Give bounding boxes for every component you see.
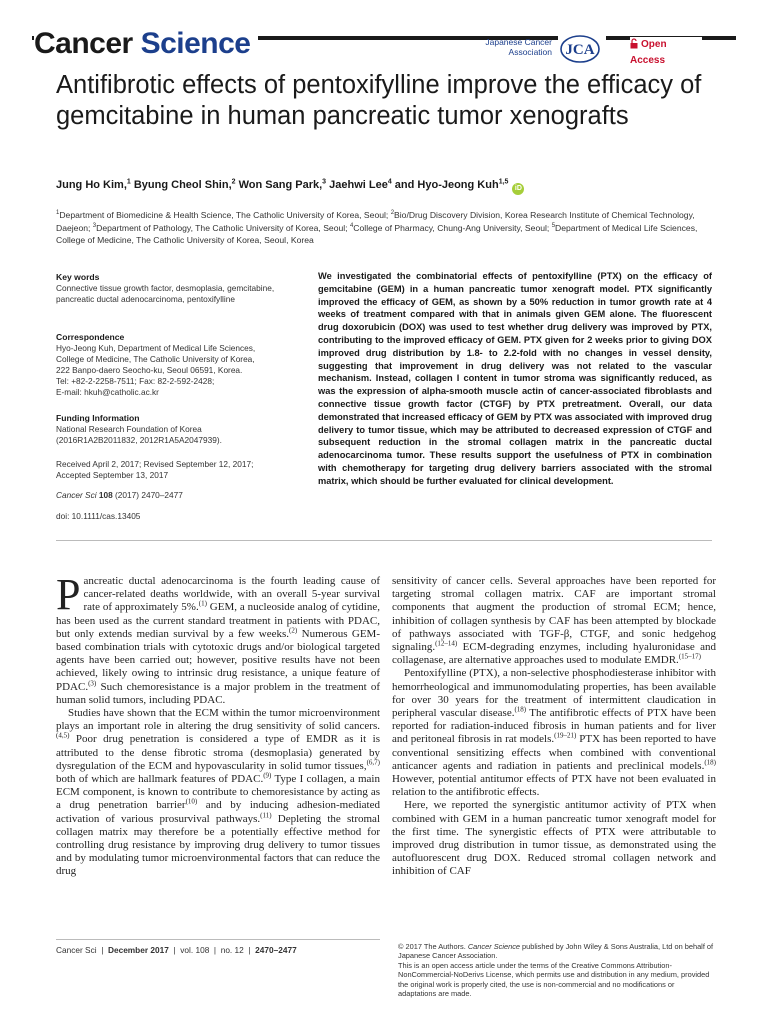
citation-ref[interactable]: (6,7) [366, 758, 380, 767]
open-lock-icon [630, 38, 638, 49]
license-statement[interactable]: This is an open access article under the terms of the Creative Commons Attribution-NonCommercial-NoDerivs License, which permits use and distribution in any medium, provided the original work is properly cited, the use is non-commercial and no modifications or adaptations are made. [398, 960, 710, 999]
citation: Cancer Sci 108 (2017) 2470–2477 [56, 490, 183, 500]
paragraph: Pancreatic ductal adenocarcinoma is the fourth leading cause of cancer-related deaths worldwide, with an overall 5-year survival rate of approximately 5%.$^{(1)}$ GEM, a nucleoside analog of cytidine, has been used as the current standard treatment in patients with PDAC, but only extends median survival by a few weeks.$^{(2)}$ Numerous GEM-based combination trials with cytotoxic drugs and/or biological targeted agents have been carried out; however, positive results have not been achieved, likely owing to intrinsic drug resistance, a unique feature of PDAC.$^{(3)}$ Such chemoresistance is a major problem in the treatment of human solid tumors, including PDAC. [56, 570, 381, 706]
body-column-left [56, 570, 381, 879]
citation-ref[interactable]: (18) [514, 705, 527, 714]
paragraph: Studies have shown that the ECM within the tumor microenvironment plays an important role in altering the drug sensitivity of solid cancers.$^{(4,5)}$ Poor drug penetration is considered a type of EMDR as it is attributed to the dense fibrotic stroma (desmoplasia) generated by dysregulation of the ECM and hypovascularity in solid tumor tissues,$^{(6,7)}$ both of which are hallmark features of PDAC.$^{(9)}$ Type I collagen, a main ECM component, is known to contribute to chemoresistance by acting as a drug penetration barrier$^{(10)}$ and by inducing adhesion-mediated activation of various prosurvival pathways.$^{(11)}$ Depleting the stromal collagen matrix may therefore be a potentially effective method for controlling drug resistance by improving drug delivery to tumor tissues and by modulating tumor microenvironmental factors that can reduce the drug [56, 707, 380, 878]
correspondence-email[interactable]: E-mail: hkuh@catholic.ac.kr [56, 387, 159, 397]
drop-cap: P [56, 570, 81, 619]
author[interactable]: and Hyo-Jeong Kuh$^{1,5}$ [394, 178, 509, 191]
copyright-statement: © 2017 The Authors. Cancer Science published by John Wiley & Sons Australia, Ltd on behalf of Japanese Cancer Association. [398, 942, 714, 961]
orcid-icon[interactable]: iD [512, 183, 524, 195]
author-list [56, 178, 716, 195]
citation-ref[interactable]: (4,5) [56, 731, 70, 740]
citation-ref[interactable]: (12–14) [435, 639, 458, 648]
paragraph: sensitivity of cancer cells. Several approaches have been reported for targeting stromal collagen matrix. CAF are important stromal components that augment the production of stromal ECM; hence, inhibition of collagen synthesis by CAF has been attempted by blockade of pathways associated with TGF-β, CTGF, and sonic hedgehog signaling.$^{(12-14)}$ ECM-degrading enzymes, including hyaluronidase and collagenase, are alternative approaches used to modulate EMDR.$^{(15-17)}$ [392, 575, 716, 667]
footer-rule [56, 939, 380, 940]
affiliations: $^1$Department of Biomedicine & Health Science, The Catholic University of Korea, Seoul; $^2$Bio/Drug Discovery Division, Korea Research Institute of Chemical Technology, Daejeon; $^3$Department of Pathology, The Catholic University of Korea, Seoul; $^4$College of Pharmacy, Chung-Ang University, Seoul; $^5$Department of Medical Life Sciences, College of Medicine, The Catholic University of Korea, Seoul, Korea [56, 209, 698, 245]
abstract: We investigated the combinatorial effects of pentoxifylline (PTX) on the efficacy of gemcitabine (GEM) in a human pancreatic tumor xenograft model. PTX significantly improved the efficacy of GEM, as shown by a 50% reduction in tumor growth rate at 4 weeks of treatment compared with that in animals given GEM alone. The fluorescent drug doxorubicin (DOX) was used to test whether drug delivery was improved by PTX, contributing to the improved efficacy of GEM. PTX given for 2 weeks prior to giving DOX improved drug distribution by 1.8- to 2.2-fold with no changes in vessel density, suggesting that improvement in drug delivery was not related to the vascular mechanism. Instead, collagen I content in tumor stroma was significantly reduced, as was the expression of alpha-smooth muscle actin of cancer-associated fibroblasts and connective tissue growth factor (CTGF) by PTX pretreatment. Overall, our data demonstrated that increased efficacy of GEM by PTX was associated with improved drug delivery to tumor tissue, which may be attributed to decreased expression of CTGF and subsequent reduction in the stromal collagen matrix in the pancreatic ductal adenocarcinoma tumor. These results support the usefulness of PTX in combination with chemotherapy for targeting drug delivery barriers associated with the stromal matrix, which should be further evaluated for clinical development. [318, 271, 712, 486]
brand-word-science: Science [140, 27, 251, 60]
citation-ref[interactable]: (3) [88, 678, 97, 687]
footer-citation: Cancer Sci | December 2017 | vol. 108 | no. 12 | 2470–2477 [56, 945, 297, 955]
citation-ref[interactable]: (19–21) [554, 731, 577, 740]
svg-text:JCA: JCA [565, 42, 595, 58]
citation-ref[interactable]: (18) [704, 758, 716, 767]
society-name: Japanese Cancer Association [485, 37, 552, 57]
citation-ref[interactable]: (1) [198, 599, 207, 608]
correspondence-heading: Correspondence [56, 332, 125, 342]
jca-logo-icon [558, 32, 606, 64]
author[interactable]: Won Sang Park,$^3$ [238, 178, 327, 191]
keywords-heading: Key words [56, 272, 100, 282]
citation-ref[interactable]: (10) [185, 797, 198, 806]
correspondence-section: Correspondence Hyo-Jeong Kuh, Department of Medical Life Sciences, College of Medicine, The Catholic University of Korea, 222 Banpo-daero Seocho-ku, Seoul 06591, Korea. Tel: +82-2-2258-7511; Fax: 82-2-592-2428; E-mail: hkuh@catholic.ac.kr [56, 332, 286, 398]
citation-ref[interactable]: (11) [260, 811, 272, 819]
body-column-right [392, 575, 716, 879]
citation-ref[interactable]: (2) [289, 626, 298, 635]
funding-heading: Funding Information [56, 413, 140, 423]
doi-link[interactable]: doi: 10.1111/cas.13405 [56, 511, 141, 521]
article-title: Antifibrotic effects of pentoxifylline improve the efficacy of gemcitabine in human pancreatic tumor xenografts [56, 71, 702, 130]
citation-ref[interactable]: (15–17) [678, 652, 701, 661]
section-divider [56, 540, 712, 541]
author[interactable]: Jaehwi Lee$^4$ [329, 178, 392, 191]
keywords-section [56, 272, 286, 305]
open-access-badge[interactable]: Open Access [630, 37, 702, 53]
footer-copyright [398, 942, 714, 998]
paragraph: Here, we reported the synergistic antitumor activity of PTX when combined with GEM in a human pancreatic tumor xenograft model for the first time. The synergistic effects of PTX were attributable to improved drug distribution in tumor tissue, as demonstrated using the autofluorescent drug DOX. Reduced stromal collagen network and inhibition of CAF [392, 799, 716, 878]
author[interactable]: Jung Ho Kim,$^1$ [56, 178, 131, 191]
history-dates: Received April 2, 2017; Revised September 12, 2017; Accepted September 13, 2017 [56, 459, 254, 480]
citation-ref[interactable]: (9) [263, 771, 272, 780]
journal-logo [34, 26, 258, 62]
author[interactable]: Byung Cheol Shin,$^2$ [133, 178, 236, 191]
brand-word-cancer: Cancer [34, 27, 133, 60]
keywords-text: Connective tissue growth factor, desmoplasia, gemcitabine, pancreatic ductal adenocarcinoma, pentoxifylline [56, 283, 275, 304]
funding-section: Funding Information National Research Foundation of Korea (2016R1A2B2011832, 2012R1A5A2047939). [56, 413, 286, 446]
paragraph: Pentoxifylline (PTX), a non-selective phosphodiesterase inhibitor with hemorrheological and immunomodulating properties, has been available for over 30 years for the treatment of intermittent claudication in peripheral vascular disease.$^{(18)}$ The antifibrotic effects of PTX have been reported for radiation-induced fibrosis in human patients and for liver and peritoneal fibrosis in rat models.$^{(19-21)}$ PTX has been reported to have conventional sensitizing effects when combined with conventional anticancer agents and radiation in patients and preclinical models.$^{(18)}$ However, potential antitumor effects of PTX have not been evaluated in relation to the antifibrotic effects. [392, 667, 717, 799]
